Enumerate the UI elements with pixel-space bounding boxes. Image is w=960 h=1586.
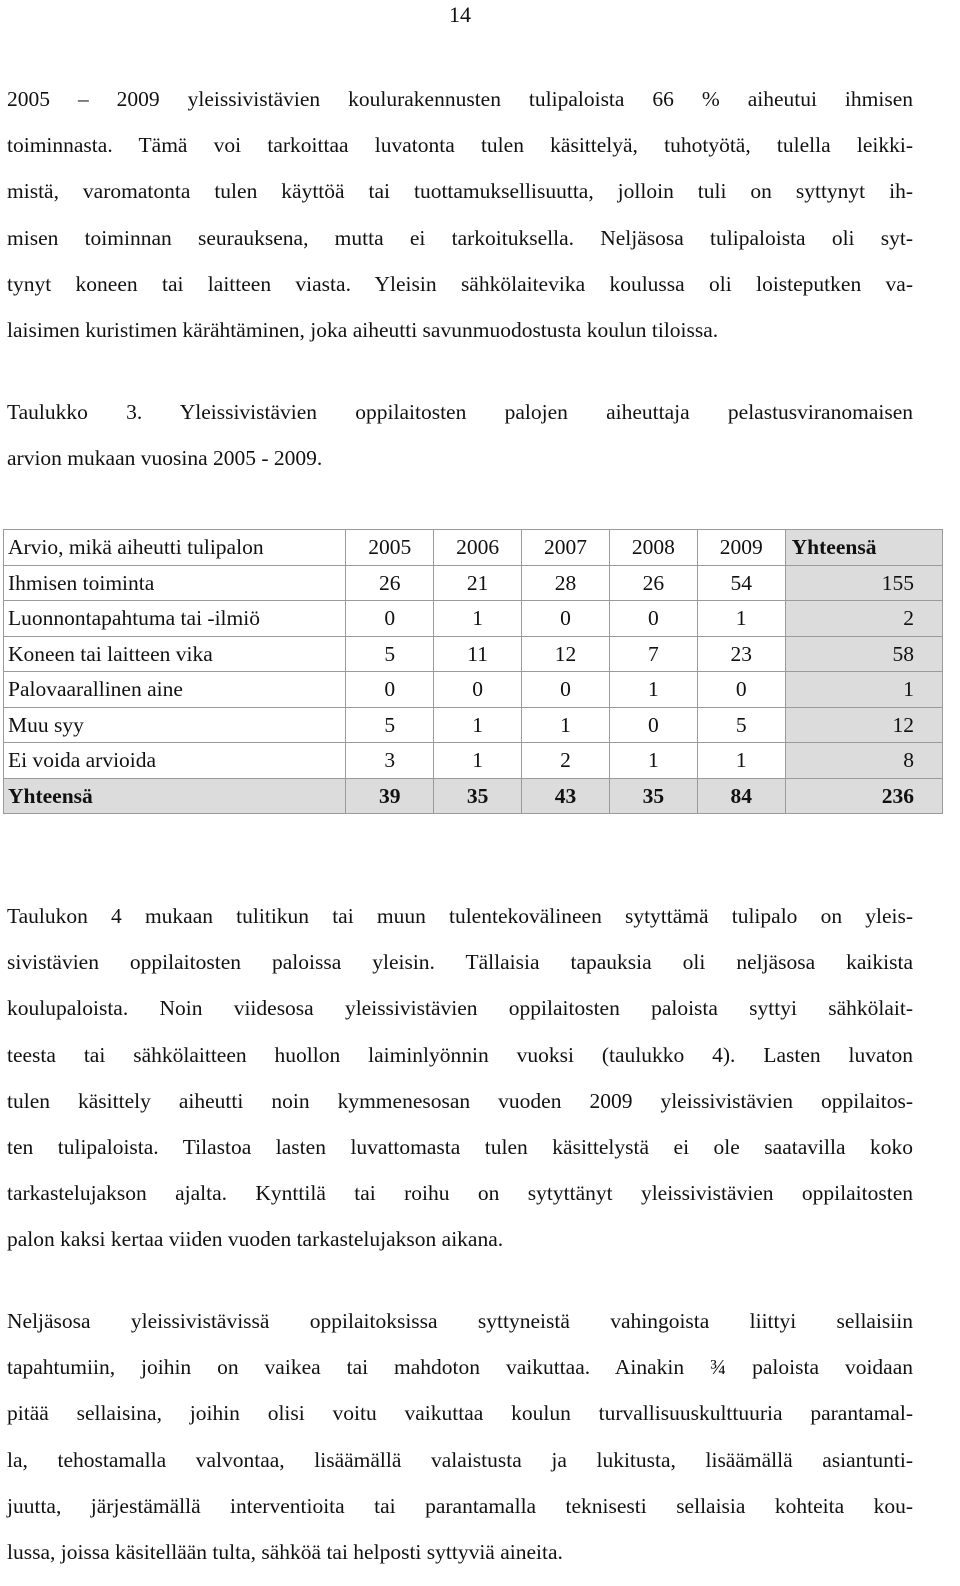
row-value: 0	[434, 672, 522, 708]
row-value: 1	[697, 743, 785, 779]
text-line: tapahtumiin, joihin on vaikea tai mahdoton vaikuttaa. Ainakin ¾ paloista voidaan	[7, 1355, 913, 1380]
row-value: 5	[697, 707, 785, 743]
text-line: 2005 – 2009 yleissivistävien koulurakennusten tulipaloista 66 % aiheutui ihmisen	[7, 87, 913, 111]
text-line: toiminnasta. Tämä voi tarkoittaa luvatonta tulen käsittelyä, tuhotyötä, tulella leikki-	[7, 133, 913, 158]
page-number: 14	[449, 2, 471, 27]
total-row-value: 39	[346, 778, 434, 814]
text-line: laisimen kuristimen kärähtäminen, joka aiheutti savunmuodostusta koulun tiloissa.	[7, 317, 719, 342]
grand-total: 236	[785, 778, 942, 814]
text-line: la, tehostamalla valvontaa, lisäämällä valaistusta ja lukitusta, lisäämällä asiantunti-	[7, 1447, 913, 1472]
row-value: 1	[434, 707, 522, 743]
row-value: 21	[434, 565, 522, 601]
row-value: 1	[697, 601, 785, 637]
table-row	[4, 601, 943, 637]
header-cell-year: 2006	[434, 530, 522, 566]
caption-line: Taulukko 3. Yleissivistävien oppilaitosten palojen aiheuttaja pelastusviranomaisen	[7, 400, 913, 424]
row-label: Luonnontapahtuma tai -ilmiö	[4, 601, 346, 637]
table-caption	[7, 389, 913, 481]
table-total-row	[4, 778, 943, 814]
header-cell-cause: Arvio, mikä aiheutti tulipalon	[4, 530, 346, 566]
paragraph-prevention	[7, 1298, 913, 1575]
row-label: Ihmisen toiminta	[4, 565, 346, 601]
table-row	[4, 565, 943, 601]
table-row	[4, 672, 943, 708]
row-value: 0	[522, 601, 610, 637]
header-cell-total: Yhteensä	[785, 530, 942, 566]
row-value: 0	[697, 672, 785, 708]
paragraph-ignition-sources	[7, 893, 913, 1263]
text-line: tynyt koneen tai laitteen viasta. Yleisin sähkölaitevika koulussa oli loisteputken va-	[7, 271, 913, 296]
total-row-value: 35	[434, 778, 522, 814]
row-value: 3	[346, 743, 434, 779]
table-row	[4, 636, 943, 672]
row-value: 1	[609, 743, 697, 779]
text-line: Neljäsosa yleissivistävissä oppilaitoksissa syttyneistä vahingoista liittyi sellaisiin	[7, 1309, 913, 1333]
text-line: sivistävien oppilaitosten paloissa yleisin. Tällaisia tapauksia oli neljäsosa kaikista	[7, 950, 913, 975]
row-value: 11	[434, 636, 522, 672]
text-line: lussa, joissa käsitellään tulta, sähköä tai helposti syttyviä aineita.	[7, 1539, 563, 1564]
row-total: 12	[785, 707, 942, 743]
row-value: 0	[609, 707, 697, 743]
row-label: Muu syy	[4, 707, 346, 743]
header-cell-year: 2005	[346, 530, 434, 566]
row-value: 28	[522, 565, 610, 601]
text-line: teesta tai sähkölaitteen huollon laiminlyönnin vuoksi (taulukko 4). Lasten luvaton	[7, 1042, 913, 1067]
text-line: pitää sellaisina, joihin olisi voitu vaikuttaa koulun turvallisuuskulttuuria parantamal-	[7, 1401, 913, 1426]
row-value: 1	[434, 601, 522, 637]
table-row	[4, 707, 943, 743]
row-total: 58	[785, 636, 942, 672]
row-value: 2	[522, 743, 610, 779]
row-total: 155	[785, 565, 942, 601]
row-value: 1	[522, 707, 610, 743]
row-total: 2	[785, 601, 942, 637]
paragraph-fire-causes	[7, 76, 913, 353]
text-line: mistä, varomatonta tulen käyttöä tai tuottamuksellisuutta, jolloin tuli on syttynyt ih-	[7, 179, 913, 204]
row-value: 5	[346, 636, 434, 672]
text-line: juutta, järjestämällä interventioita tai parantamalla teknisesti sellaisia kohteita kou-	[7, 1493, 913, 1518]
text-line: misen toiminnan seurauksena, mutta ei tarkoituksella. Neljäsosa tulipaloista oli syt-	[7, 225, 913, 250]
text-line: tarkastelujakson ajalta. Kynttilä tai roihu on sytyttänyt yleissivistävien oppilaitosten	[7, 1181, 913, 1206]
text-line: palon kaksi kertaa viiden vuoden tarkastelujakson aikana.	[7, 1227, 504, 1252]
total-row-label: Yhteensä	[4, 778, 346, 814]
text-line: koulupaloista. Noin viidesosa yleissivistävien oppilaitosten paloista syttyi sähkölait-	[7, 996, 913, 1021]
caption-line: arvion mukaan vuosina 2005 - 2009.	[7, 446, 323, 471]
row-label: Ei voida arvioida	[4, 743, 346, 779]
table-row	[4, 743, 943, 779]
row-value: 1	[609, 672, 697, 708]
row-value: 54	[697, 565, 785, 601]
row-total: 8	[785, 743, 942, 779]
total-row-value: 43	[522, 778, 610, 814]
row-value: 7	[609, 636, 697, 672]
row-value: 1	[434, 743, 522, 779]
row-label: Palovaarallinen aine	[4, 672, 346, 708]
header-cell-year: 2008	[609, 530, 697, 566]
fire-cause-table	[3, 529, 943, 814]
row-value: 23	[697, 636, 785, 672]
header-cell-year: 2007	[522, 530, 610, 566]
table-header-row	[4, 530, 943, 566]
text-line: ten tulipaloista. Tilastoa lasten luvattomasta tulen käsittelystä ei ole saatavilla koko	[7, 1134, 913, 1159]
row-value: 26	[346, 565, 434, 601]
row-value: 0	[522, 672, 610, 708]
row-label: Koneen tai laitteen vika	[4, 636, 346, 672]
text-line: Taulukon 4 mukaan tulitikun tai muun tulentekovälineen sytyttämä tulipalo on yleis-	[7, 904, 913, 928]
row-value: 0	[346, 672, 434, 708]
total-row-value: 84	[697, 778, 785, 814]
header-cell-year: 2009	[697, 530, 785, 566]
row-value: 0	[346, 601, 434, 637]
row-value: 26	[609, 565, 697, 601]
row-value: 12	[522, 636, 610, 672]
row-total: 1	[785, 672, 942, 708]
total-row-value: 35	[609, 778, 697, 814]
text-line: tulen käsittely aiheutti noin kymmenesosan vuoden 2009 yleissivistävien oppilaitos-	[7, 1088, 913, 1113]
row-value: 5	[346, 707, 434, 743]
row-value: 0	[609, 601, 697, 637]
